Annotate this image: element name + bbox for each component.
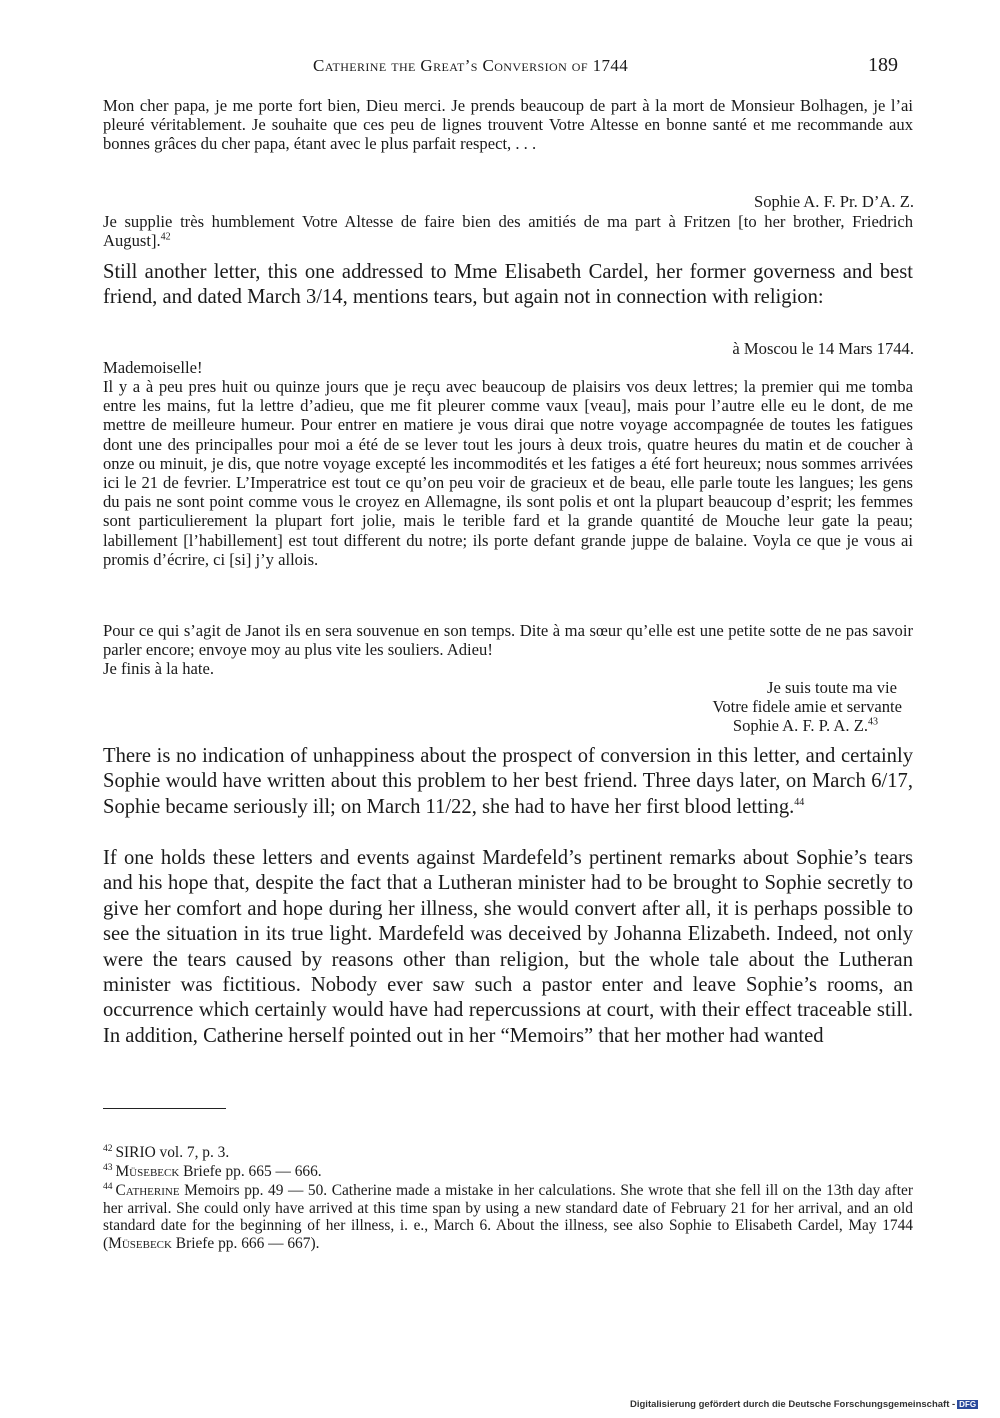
intro-paragraph: Still another letter, this one addressed to Mme Elisabeth Cardel, her former governess and best friend, and dated March 3/14, mentions tears, but again not in connection with religion: — [103, 261, 913, 309]
footnote-text: Briefe pp. 665 — 666. — [179, 1163, 322, 1180]
footnote-author: Müsebeck — [115, 1163, 180, 1180]
letter-2-signoff-3 — [733, 716, 878, 735]
footnote-43 — [103, 1163, 913, 1181]
digitization-credit — [630, 1399, 978, 1410]
footnote-rule — [103, 1108, 226, 1109]
footnote-ref-42: 42 — [160, 231, 171, 243]
footnote-number: 43 — [103, 1162, 113, 1173]
footnote-44 — [103, 1182, 913, 1252]
footnote-text: Memoirs pp. 49 — 50. Catherine made a mistake in her calculations. She wrote that she fell ill on the 13th day after her arrival. She could only have arrived at this time span by using a new standard date of February 21 for her arrival, and an old standard date for the beginning of her illness, i. e., March 6. About the illness, see also Sophie to Elisabeth Cardel, May 1744 ( — [103, 1182, 913, 1252]
footnote-author: Catherine — [115, 1182, 180, 1199]
paragraph-2: If one holds these letters and events against Mardefeld’s pertinent remarks about Sophie’s tears and his hope that, despite the fact that a Lutheran minister had to be brought to Sophie secretly to give her comfort and hope during her illness, she would convert after all, it is perhaps possible to see the situation in its true light. Mardefeld was deceived by Johanna Elizabeth. Indeed, not only were the tears caused by reasons other than religion, but the whole tale about the Lutheran minister was fictitious. Nobody ever saw such a pastor enter and leave Sophie’s rooms, an occurrence which certainly would have had repercussions at court, with their effect traceable still. In addition, Catherine herself pointed out in her “Memoirs” that her mother had wanted — [103, 847, 913, 1047]
letter-2-signoff-1: Je suis toute ma vie — [767, 678, 897, 697]
footnote-ref-43: 43 — [868, 716, 878, 728]
letter-2-body-2: Pour ce qui s’agit de Janot ils en sera souvenue en son temps. Dite à ma sœur qu’elle est une petite sotte de ne pas savoir parler encore; envoye moy au plus vite les souliers. Adieu! — [103, 621, 913, 660]
dfg-logo: DFG — [959, 1399, 977, 1409]
letter-2-body: Il y a à peu pres huit ou quinze jours que je reçu avec beaucoup de plaisirs vos deux lettres; la premier qui me tomba entre les mains, fut la lettre d’adieu, que me fit pleurer comme vaux [veau], mais pour l’autre elle eu le dont, de me mettre de meilleure humeur. Pour entrer en matiere je vous dirai que notre voyage accompagnée de toutes les fatigues dont une des principalles pour moi a été de se lever tout les jours à deux trois, quatre heures du matin et de coucher à onze ou minuit, je dis, que notre voyage excepté les incommodités et les fatiges a été fort heureux; nous sommes arrivées ici le 21 de fevrier. L’Imperatrice est tout ce qu’on peu voir de gracieux et de beau, elle parle toute les langues; les gens du pais ne sont point comme vous le croyez en Allemagne, ils sont polis et ont la plupart beaucoup d’esprit; les femmes sont particulierement la plupart fort jolie, mais le terible fard et la grande quantité de Mouche leur gate la peau; labillement [l’habillement] est tout different du notre; ils porte defant grande juppe de balaine. Voyla ce que je vous ai promis d’écrire, ci [si] j’y allois. — [103, 377, 913, 569]
footnote-number: 44 — [103, 1181, 113, 1192]
letter-2-salutation: Mademoiselle! — [103, 358, 203, 377]
letter-1-postscript — [103, 212, 913, 250]
letter-1-signature: Sophie A. F. Pr. D’A. Z. — [753, 192, 914, 211]
running-title: Catherine the Great’s Conversion of 1744 — [313, 56, 629, 75]
credit-text: Digitalisierung gefördert durch die Deutsche Forschungsgemeinschaft - — [630, 1399, 956, 1410]
letter-2-closing: Je finis à la hate. — [103, 659, 215, 678]
paragraph-1 — [103, 744, 913, 820]
footnote-text: SIRIO vol. 7, p. 3. — [115, 1144, 230, 1161]
letter-quote-1: Mon cher papa, je me porte fort bien, Dieu merci. Je prends beaucoup de part à la mort de Monsieur Bolhagen, je l’ai pleuré véritablement. Je souhaite que ces peu de lignes trouvent Votre Altesse en bonne santé et me recommande aux bonnes grâces du cher papa, étant avec le plus parfait respect, . . . — [103, 96, 913, 154]
footnote-42 — [103, 1144, 913, 1162]
paragraph-1-text: There is no indication of unhappiness about the prospect of conversion in this letter, and certainly Sophie would have written about this problem to her best friend. Three days later, on March 6/17, Sophie became seriously ill; on March 11/22, she had to have her first blood letting. — [103, 745, 913, 818]
footnote-text-2: Briefe pp. 666 — 667). — [171, 1234, 320, 1252]
page-number: 189 — [868, 54, 898, 76]
footnote-number: 42 — [103, 1143, 113, 1154]
letter-2-signature: Sophie A. F. P. A. Z. — [732, 716, 868, 735]
footnote-author-2: Müsebeck — [108, 1234, 172, 1252]
footnote-ref-44: 44 — [794, 796, 805, 808]
letter-2-signoff-2: Votre fidele amie et servante — [712, 697, 902, 716]
postscript-text: Je supplie très humblement Votre Altesse de faire bien des amitiés de ma part à Fritzen [to her brother, Friedrich August]. — [103, 212, 913, 251]
letter-2-dateline: à Moscou le 14 Mars 1744. — [732, 339, 914, 358]
